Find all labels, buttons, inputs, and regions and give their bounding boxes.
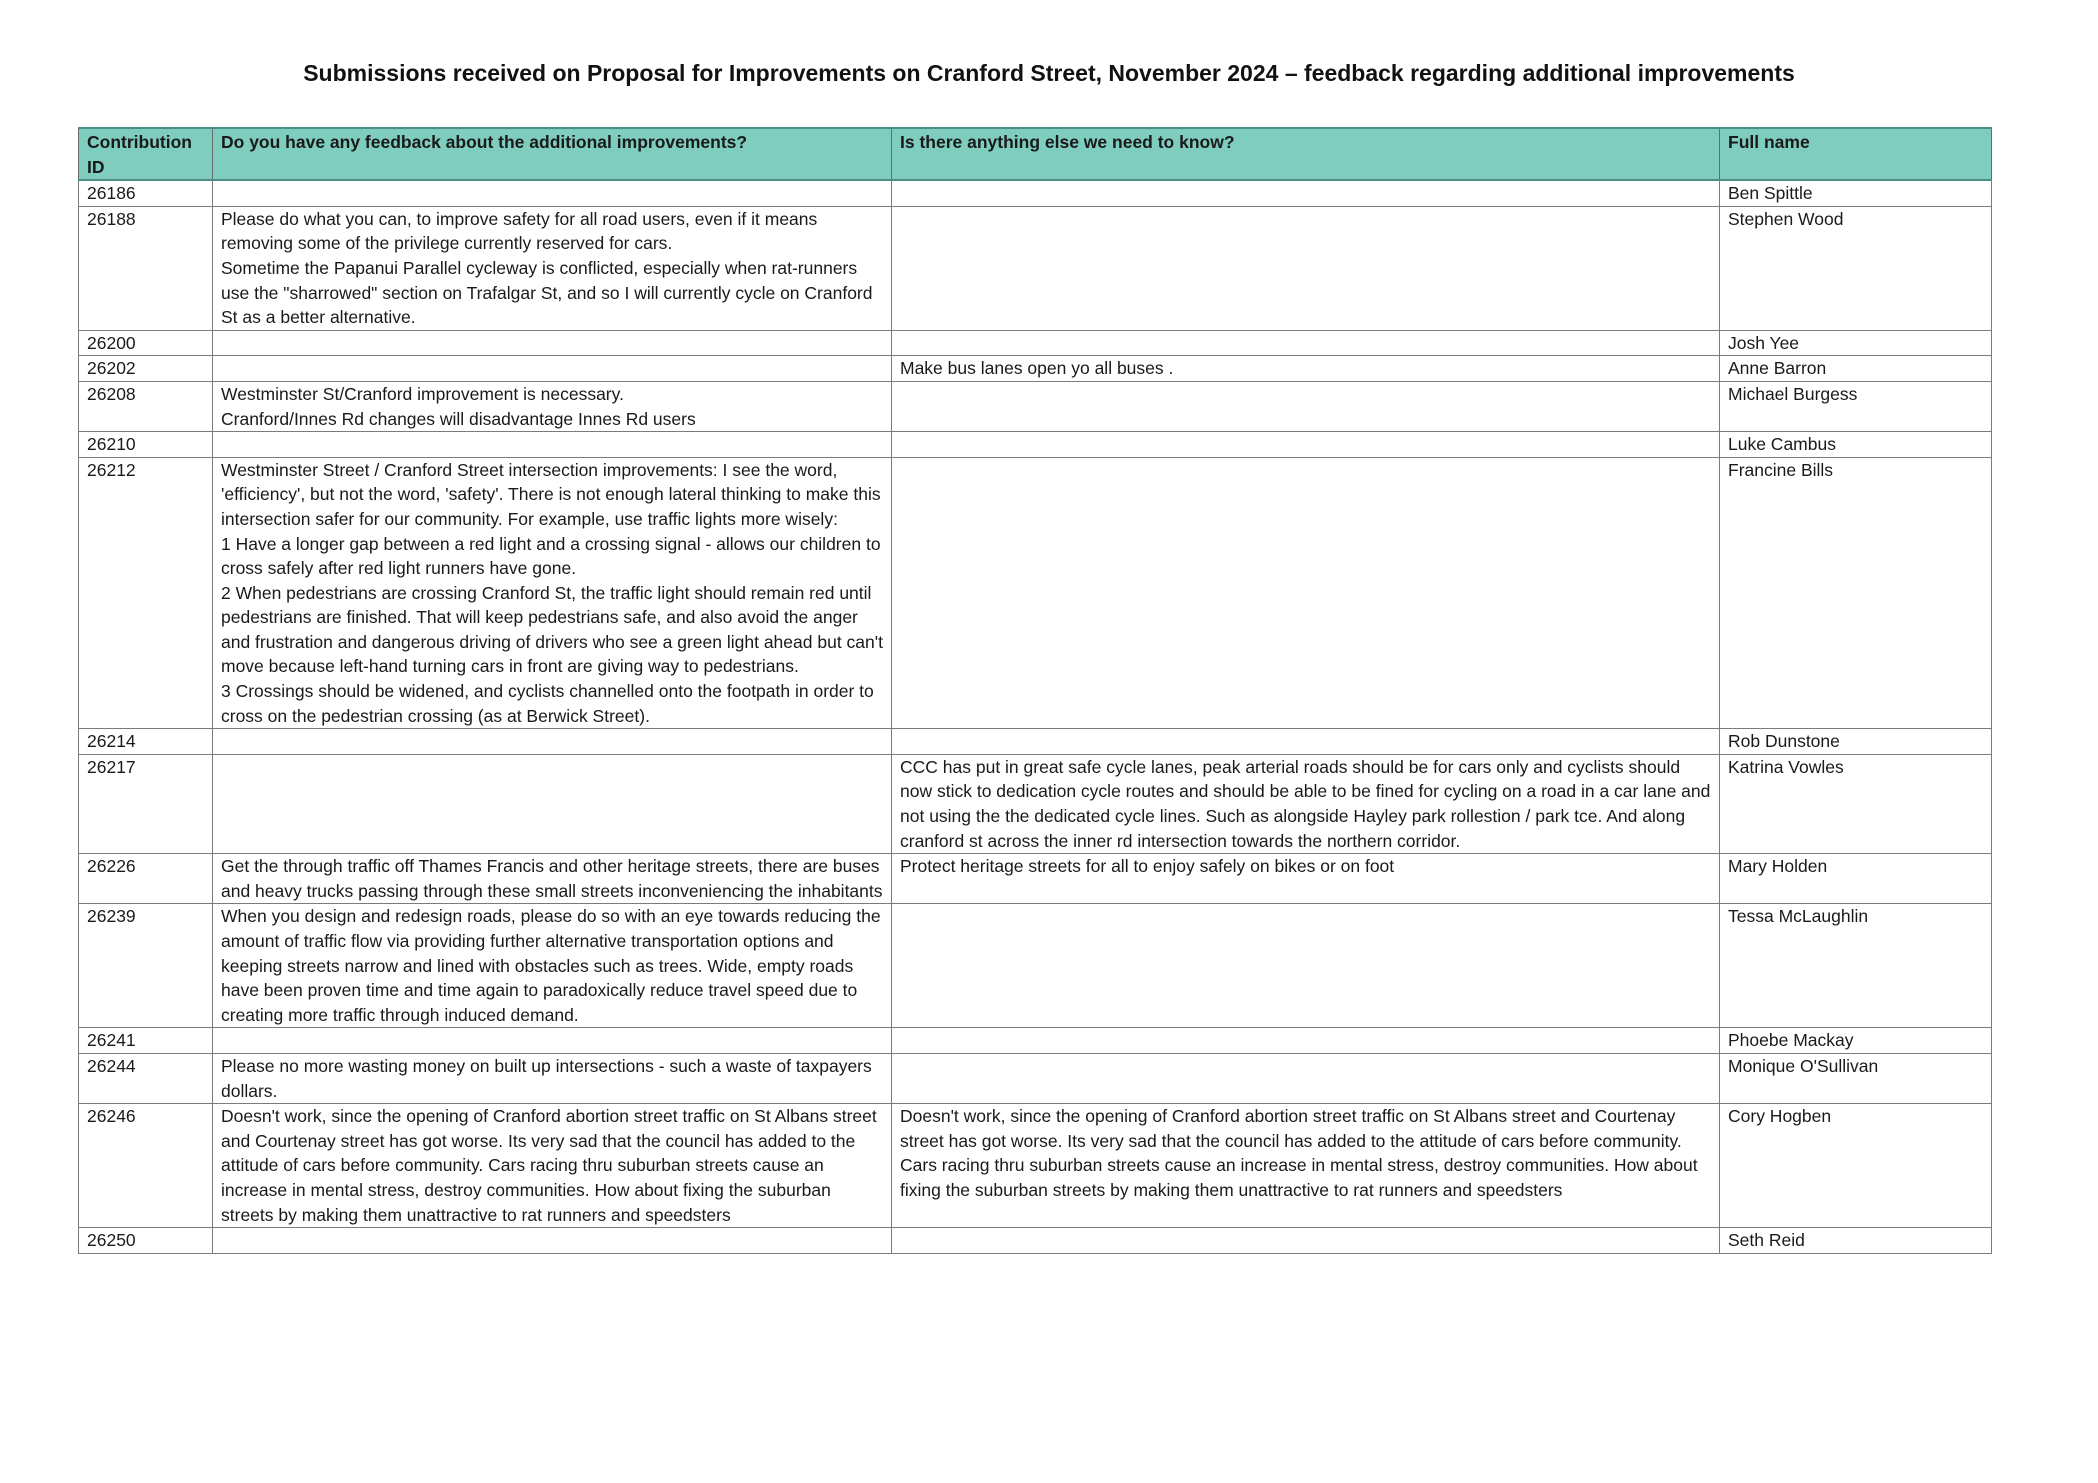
cell-feedback bbox=[213, 1228, 892, 1254]
cell-contribution-id: 26202 bbox=[79, 356, 213, 382]
cell-feedback bbox=[213, 180, 892, 206]
cell-anything-else: Make bus lanes open yo all buses . bbox=[892, 356, 1720, 382]
table-header-row bbox=[79, 128, 1992, 180]
table-row bbox=[79, 1228, 1992, 1254]
cell-feedback: Doesn't work, since the opening of Cranford abortion street traffic on St Albans street and Courtenay street has got worse. Its very sad that the council has added to the attitude of cars before community. Cars racing thru suburban streets cause an increase in mental stress, destroy communities. How about fixing the suburban streets by making them unattractive to rat runners and speedsters bbox=[213, 1104, 892, 1228]
cell-full-name: Rob Dunstone bbox=[1720, 729, 1992, 755]
cell-feedback bbox=[213, 1028, 892, 1054]
header-feedback: Do you have any feedback about the additional improvements? bbox=[213, 128, 892, 180]
cell-anything-else bbox=[892, 1053, 1720, 1103]
table-row bbox=[79, 457, 1992, 729]
cell-feedback bbox=[213, 432, 892, 458]
table-row bbox=[79, 904, 1992, 1028]
cell-anything-else bbox=[892, 330, 1720, 356]
cell-contribution-id: 26186 bbox=[79, 180, 213, 206]
cell-feedback: Get the through traffic off Thames Francis and other heritage streets, there are buses and heavy trucks passing through these small streets inconveniencing the inhabitants bbox=[213, 854, 892, 904]
header-contribution-id: Contribution ID bbox=[79, 128, 213, 180]
cell-anything-else: Doesn't work, since the opening of Cranford abortion street traffic on St Albans street and Courtenay street has got worse. Its very sad that the council has added to the attitude of cars before community. Cars racing thru suburban streets cause an increase in mental stress, destroy communities. How about fixing the suburban streets by making them unattractive to rat runners and speedsters bbox=[892, 1104, 1720, 1228]
cell-feedback bbox=[213, 729, 892, 755]
cell-full-name: Luke Cambus bbox=[1720, 432, 1992, 458]
cell-anything-else: CCC has put in great safe cycle lanes, peak arterial roads should be for cars only and cyclists should now stick to dedication cycle routes and should be able to be fined for cycling on a road in a car lane and not using the the dedicated cycle lines. Such as alongside Hayley park rollestion / park tce. And along cranford st across the inner rd intersection towards the northern corridor. bbox=[892, 754, 1720, 853]
cell-contribution-id: 26217 bbox=[79, 754, 213, 853]
document-title: Submissions received on Proposal for Improvements on Cranford Street, November 2024 – feedback regarding additional improvements bbox=[303, 60, 1795, 86]
cell-anything-else bbox=[892, 904, 1720, 1028]
cell-anything-else bbox=[892, 432, 1720, 458]
cell-full-name: Ben Spittle bbox=[1720, 180, 1992, 206]
cell-feedback bbox=[213, 356, 892, 382]
cell-contribution-id: 26210 bbox=[79, 432, 213, 458]
table-row bbox=[79, 206, 1992, 330]
table-row bbox=[79, 180, 1992, 206]
table-row bbox=[79, 381, 1992, 431]
cell-anything-else bbox=[892, 180, 1720, 206]
cell-full-name: Francine Bills bbox=[1720, 457, 1992, 729]
cell-full-name: Stephen Wood bbox=[1720, 206, 1992, 330]
table-row bbox=[79, 330, 1992, 356]
cell-full-name: Tessa McLaughlin bbox=[1720, 904, 1992, 1028]
table-row bbox=[79, 1104, 1992, 1228]
cell-full-name: Josh Yee bbox=[1720, 330, 1992, 356]
table-row bbox=[79, 1028, 1992, 1054]
cell-contribution-id: 26244 bbox=[79, 1053, 213, 1103]
cell-full-name: Phoebe Mackay bbox=[1720, 1028, 1992, 1054]
cell-contribution-id: 26241 bbox=[79, 1028, 213, 1054]
table-row bbox=[79, 1053, 1992, 1103]
cell-full-name: Anne Barron bbox=[1720, 356, 1992, 382]
cell-contribution-id: 26188 bbox=[79, 206, 213, 330]
cell-anything-else bbox=[892, 206, 1720, 330]
cell-anything-else bbox=[892, 381, 1720, 431]
cell-contribution-id: 26226 bbox=[79, 854, 213, 904]
header-anything-else: Is there anything else we need to know? bbox=[892, 128, 1720, 180]
table-row bbox=[79, 356, 1992, 382]
cell-feedback: Please do what you can, to improve safety for all road users, even if it means removing some of the privilege currently reserved for cars. Sometime the Papanui Parallel cycleway is conflicted, especially when rat-runners use the "sharrowed" section on Trafalgar St, and so I will currently cycle on Cranford St as a better alternative. bbox=[213, 206, 892, 330]
cell-contribution-id: 26246 bbox=[79, 1104, 213, 1228]
header-full-name: Full name bbox=[1720, 128, 1992, 180]
cell-feedback: Westminster St/Cranford improvement is necessary. Cranford/Innes Rd changes will disadvantage Innes Rd users bbox=[213, 381, 892, 431]
cell-feedback: When you design and redesign roads, please do so with an eye towards reducing the amount of traffic flow via providing further alternative transportation options and keeping streets narrow and lined with obstacles such as trees. Wide, empty roads have been proven time and time again to paradoxically reduce travel speed due to creating more traffic through induced demand. bbox=[213, 904, 892, 1028]
cell-feedback bbox=[213, 330, 892, 356]
cell-feedback: Please no more wasting money on built up intersections - such a waste of taxpayers dollars. bbox=[213, 1053, 892, 1103]
cell-anything-else bbox=[892, 1228, 1720, 1254]
cell-contribution-id: 26208 bbox=[79, 381, 213, 431]
cell-contribution-id: 26239 bbox=[79, 904, 213, 1028]
cell-full-name: Michael Burgess bbox=[1720, 381, 1992, 431]
table-body bbox=[79, 180, 1992, 1253]
cell-full-name: Katrina Vowles bbox=[1720, 754, 1992, 853]
table-row bbox=[79, 854, 1992, 904]
cell-full-name: Mary Holden bbox=[1720, 854, 1992, 904]
cell-feedback: Westminster Street / Cranford Street intersection improvements: I see the word, 'efficiency', but not the word, 'safety'. There is not enough lateral thinking to make this intersection safer for our community. For example, use traffic lights more wisely: 1 Have a longer gap between a red light and a crossing signal - allows our children to cross safely after red light runners have gone. 2 When pedestrians are crossing Cranford St, the traffic light should remain red until pedestrians are finished. That will keep pedestrians safe, and also avoid the anger and frustration and dangerous driving of drivers who see a green light ahead but can't move because left-hand turning cars in front are giving way to pedestrians. 3 Crossings should be widened, and cyclists channelled onto the footpath in order to cross on the pedestrian crossing (as at Berwick Street). bbox=[213, 457, 892, 729]
table-row bbox=[79, 754, 1992, 853]
cell-anything-else: Protect heritage streets for all to enjoy safely on bikes or on foot bbox=[892, 854, 1720, 904]
cell-contribution-id: 26214 bbox=[79, 729, 213, 755]
cell-contribution-id: 26200 bbox=[79, 330, 213, 356]
cell-anything-else bbox=[892, 457, 1720, 729]
table-row bbox=[79, 729, 1992, 755]
submissions-table bbox=[78, 127, 1992, 1254]
table-row bbox=[79, 432, 1992, 458]
cell-full-name: Cory Hogben bbox=[1720, 1104, 1992, 1228]
cell-full-name: Monique O'Sullivan bbox=[1720, 1053, 1992, 1103]
cell-anything-else bbox=[892, 729, 1720, 755]
cell-anything-else bbox=[892, 1028, 1720, 1054]
cell-full-name: Seth Reid bbox=[1720, 1228, 1992, 1254]
cell-contribution-id: 26250 bbox=[79, 1228, 213, 1254]
cell-feedback bbox=[213, 754, 892, 853]
cell-contribution-id: 26212 bbox=[79, 457, 213, 729]
